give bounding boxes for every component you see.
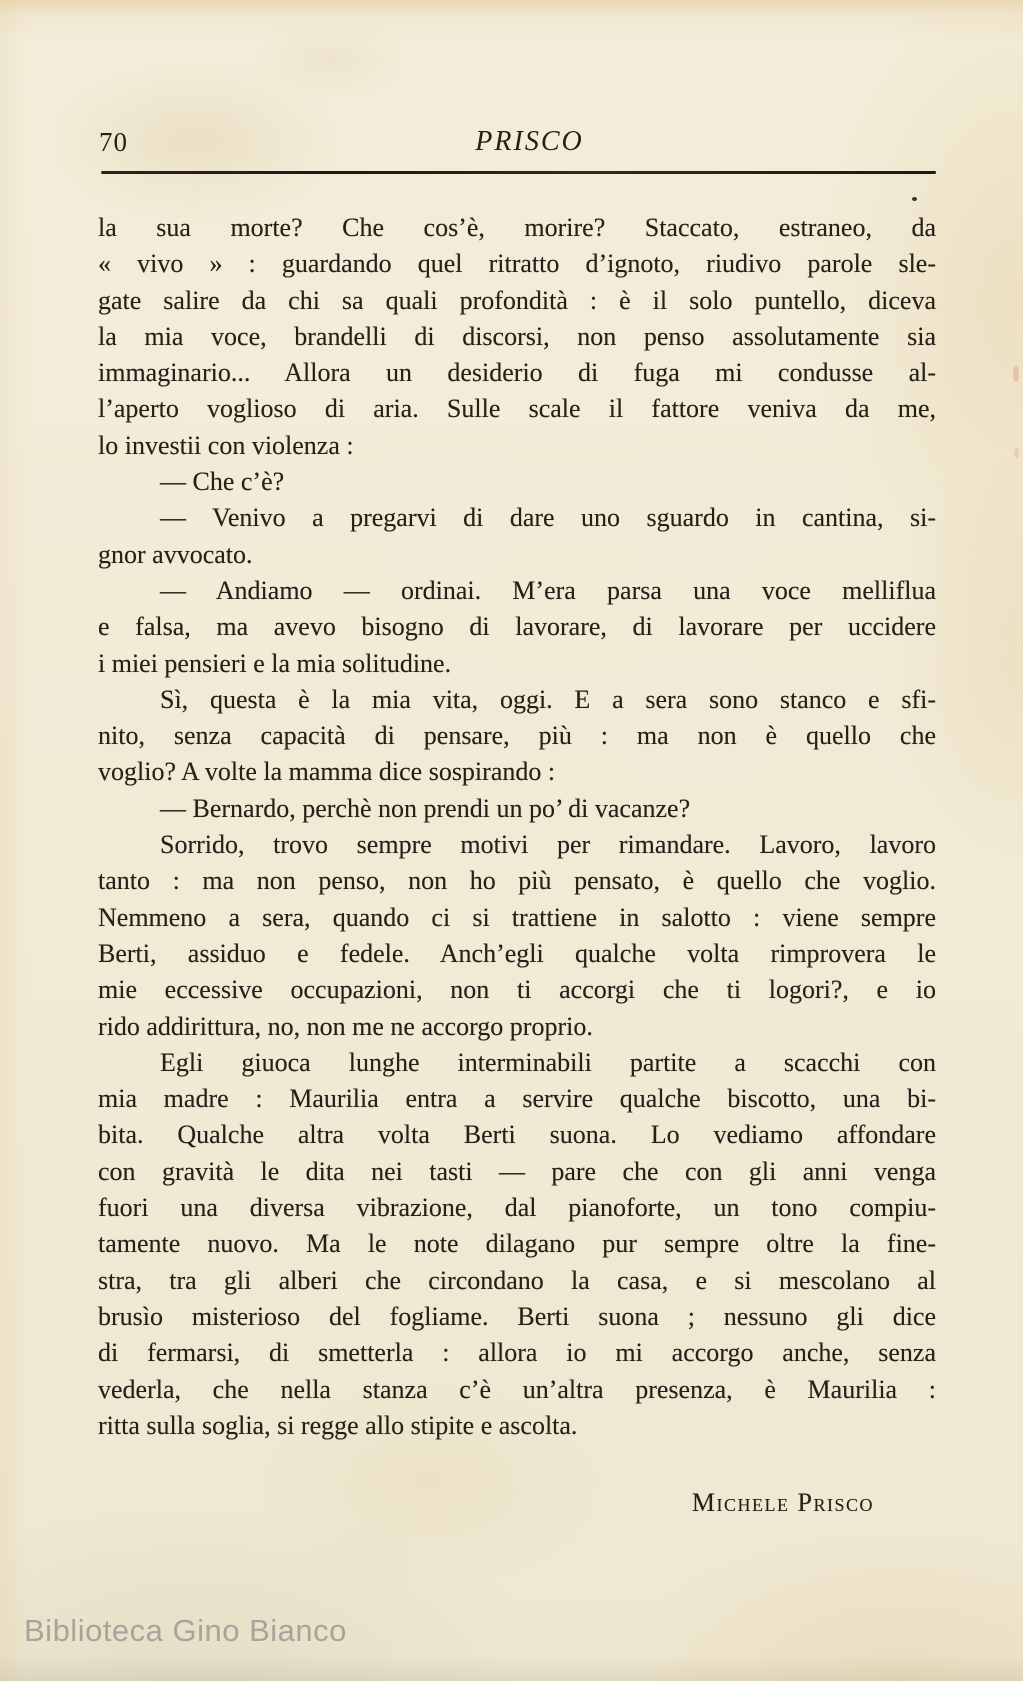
text-line: fuori una diversa vibrazione, dal pianoforte, un tono compiu- bbox=[98, 1193, 936, 1223]
text-line: gate salire da chi sa quali profondità : è il solo puntello, diceva bbox=[98, 285, 936, 315]
text-line: brusìo misterioso del fogliame. Berti suona ; nessuno gli dice bbox=[98, 1301, 936, 1331]
text-line: « vivo » : guardando quel ritratto d’ignoto, riudivo parole sle- bbox=[98, 249, 936, 279]
author-signature: Michele Prisco bbox=[691, 1488, 874, 1517]
text-line: Egli giuoca lunghe interminabili partite a scacchi con bbox=[160, 1047, 936, 1077]
text-line: ritta sulla soglia, si regge allo stipite e ascolta. bbox=[98, 1410, 578, 1440]
text-line: gnor avvocato. bbox=[98, 539, 253, 569]
text-line: bita. Qualche altra volta Berti suona. Lo vediamo affondare bbox=[98, 1120, 936, 1150]
text-line: rido addirittura, no, non me ne accorgo proprio. bbox=[98, 1011, 593, 1041]
text-line: la mia voce, brandelli di discorsi, non penso assolutamente sia bbox=[98, 321, 936, 351]
text-line: con gravità le dita nei tasti — pare che con gli anni venga bbox=[98, 1156, 936, 1186]
text-line: stra, tra gli alberi che circondano la casa, e si mescolano al bbox=[98, 1265, 936, 1295]
header-rule bbox=[101, 171, 936, 174]
text-line: la sua morte? Che cos’è, morire? Staccato, estraneo, da bbox=[98, 213, 936, 242]
text-line: vederla, che nella stanza c’è un’altra presenza, è Maurilia : bbox=[98, 1374, 936, 1404]
text-line: — Bernardo, perchè non prendi un po’ di vacanze? bbox=[160, 793, 691, 823]
text-line: Sì, questa è la mia vita, oggi. E a sera sono stanco e sfi- bbox=[160, 684, 936, 714]
body-text bbox=[98, 210, 936, 1444]
text-line: e falsa, ma avevo bisogno di lavorare, di lavorare per uccidere bbox=[98, 612, 936, 642]
page-number: 70 bbox=[99, 127, 128, 157]
text-line: l’aperto voglioso di aria. Sulle scale il fattore veniva da me, bbox=[98, 394, 936, 424]
text-line: di fermarsi, di smetterla : allora io mi accorgo anche, senza bbox=[98, 1338, 936, 1368]
header-title: PRISCO bbox=[475, 126, 584, 157]
text-line: immaginario... Allora un desiderio di fuga mi condusse al- bbox=[98, 358, 936, 388]
text-line: tanto : ma non penso, non ho più pensato, è quello che voglio. bbox=[98, 866, 936, 896]
library-watermark: Biblioteca Gino Bianco bbox=[24, 1613, 347, 1648]
text-line: Sorrido, trovo sempre motivi per rimandare. Lavoro, lavoro bbox=[160, 830, 936, 860]
ink-speck bbox=[912, 197, 917, 201]
text-line: i miei pensieri e la mia solitudine. bbox=[98, 648, 452, 678]
text-line: — Che c’è? bbox=[160, 467, 285, 497]
text-line: lo investii con violenza : bbox=[98, 430, 354, 460]
text-line: — Andiamo — ordinai. M’era parsa una voce melliflua bbox=[160, 575, 936, 605]
text-line: mie eccessive occupazioni, non ti accorgi che ti logori?, e io bbox=[98, 975, 936, 1005]
red-mark bbox=[1013, 366, 1019, 382]
text-line: voglio? A volte la mamma dice sospirando : bbox=[98, 757, 556, 787]
text-line: mia madre : Maurilia entra a servire qualche biscotto, una bi- bbox=[98, 1084, 936, 1114]
text-line: Nemmeno a sera, quando ci si trattiene in salotto : viene sempre bbox=[98, 902, 936, 932]
text-line: tamente nuovo. Ma le note dilagano pur sempre oltre la fine- bbox=[98, 1229, 936, 1259]
text-line: Berti, assiduo e fedele. Anch’egli qualche volta rimprovera le bbox=[98, 938, 936, 968]
text-line: nito, senza capacità di pensare, più : ma non è quello che bbox=[98, 721, 936, 751]
red-mark bbox=[1014, 448, 1019, 458]
text-line: — Venivo a pregarvi di dare uno sguardo in cantina, si- bbox=[160, 503, 936, 533]
